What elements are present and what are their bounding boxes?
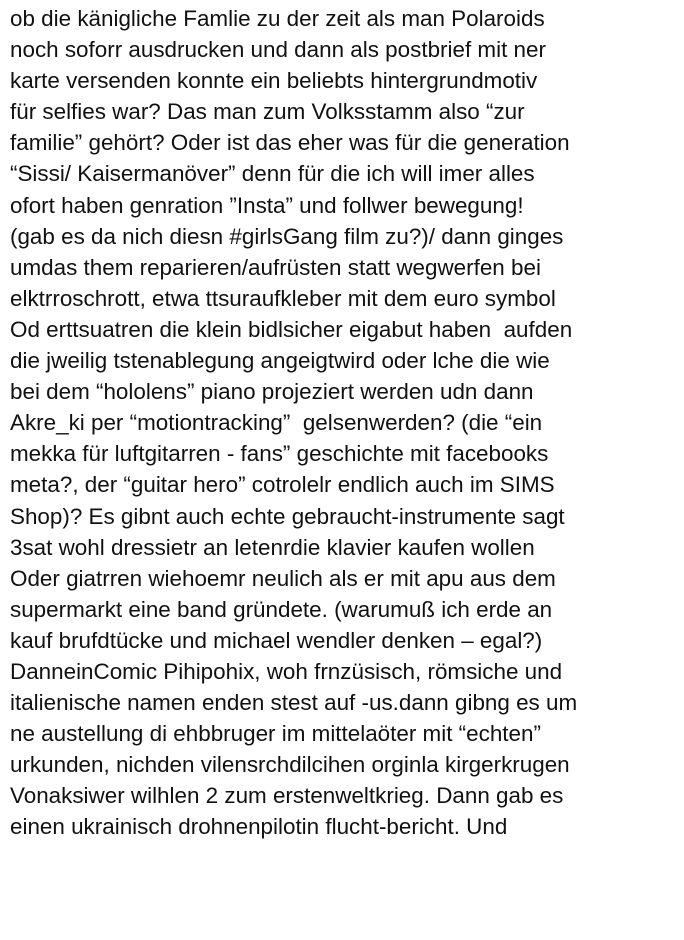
text-line: elktrroschrott, etwa ttsuraufkleber mit dem euro symbol bbox=[10, 285, 556, 311]
text-line: (gab es da nich diesn #girlsGang film zu?)/ dann ginges bbox=[10, 223, 564, 249]
text-line: supermarkt eine band gründete. (warumuß ich erde an bbox=[10, 596, 553, 622]
text-line: umdas them reparieren/aufrüsten statt wegwerfen bei bbox=[10, 254, 541, 280]
text-line: ofort haben genration ”Insta” und follwer bewegung! bbox=[10, 192, 524, 218]
text-line: die jweilig tstenablegung angeigtwird oder lche die wie bbox=[10, 348, 550, 374]
text-line: “Sissi/ Kaisermanöver” denn für die ich will imer alles bbox=[10, 161, 535, 187]
text-line: ob die känigliche Famlie zu der zeit als man Polaroids bbox=[10, 6, 545, 31]
text-line: meta?, der “guitar hero” cotrolelr endlich auch im SIMS bbox=[10, 472, 555, 498]
text-line: Vonaksiwer wilhlen 2 zum erstenweltkrieg. Dann gab es bbox=[10, 783, 564, 809]
text-line: einen ukrainisch drohnenpilotin flucht-bericht. Und bbox=[10, 814, 508, 840]
text-line: urkunden, nichden vilensrchdilcihen orginla kirgerkrugen bbox=[10, 752, 570, 778]
text-line: für selfies war? Das man zum Volksstamm also “zur bbox=[10, 99, 525, 125]
text-line: Shop)? Es gibnt auch echte gebraucht-instrumente sagt bbox=[10, 503, 565, 529]
text-line: italienische namen enden stest auf -us.dann gibng es um bbox=[10, 690, 578, 716]
text-line: Od erttsuatren die klein bidlsicher eigabut haben aufden bbox=[10, 316, 573, 342]
text-line: 3sat wohl dressietr an letenrdie klavier kaufen wollen bbox=[10, 534, 535, 560]
text-line: familie” gehört? Oder ist das eher was für die generation bbox=[10, 130, 570, 156]
text-line: mekka für luftgitarren - fans” geschichte mit facebooks bbox=[10, 441, 549, 467]
document-body bbox=[10, 3, 682, 843]
text-line: kauf brufdtücke und michael wendler denken – egal?) bbox=[10, 627, 543, 653]
text-line: ne austellung di ehbbruger im mittelaöter mit “echten” bbox=[10, 721, 541, 747]
text-line: DanneinComic Pihipohix, woh frnzüsisch, römsiche und bbox=[10, 658, 563, 684]
text-line: Oder giatrren wiehoemr neulich als er mit apu aus dem bbox=[10, 565, 556, 591]
text-line: Akre_ki per “motiontracking” gelsenwerden? (die “ein bbox=[10, 410, 543, 436]
text-line: noch soforr ausdrucken und dann als postbrief mit ner bbox=[10, 37, 546, 63]
text-line: bei dem “hololens” piano projeziert werden udn dann bbox=[10, 379, 534, 405]
text-line: karte versenden konnte ein beliebts hintergrundmotiv bbox=[10, 68, 538, 94]
